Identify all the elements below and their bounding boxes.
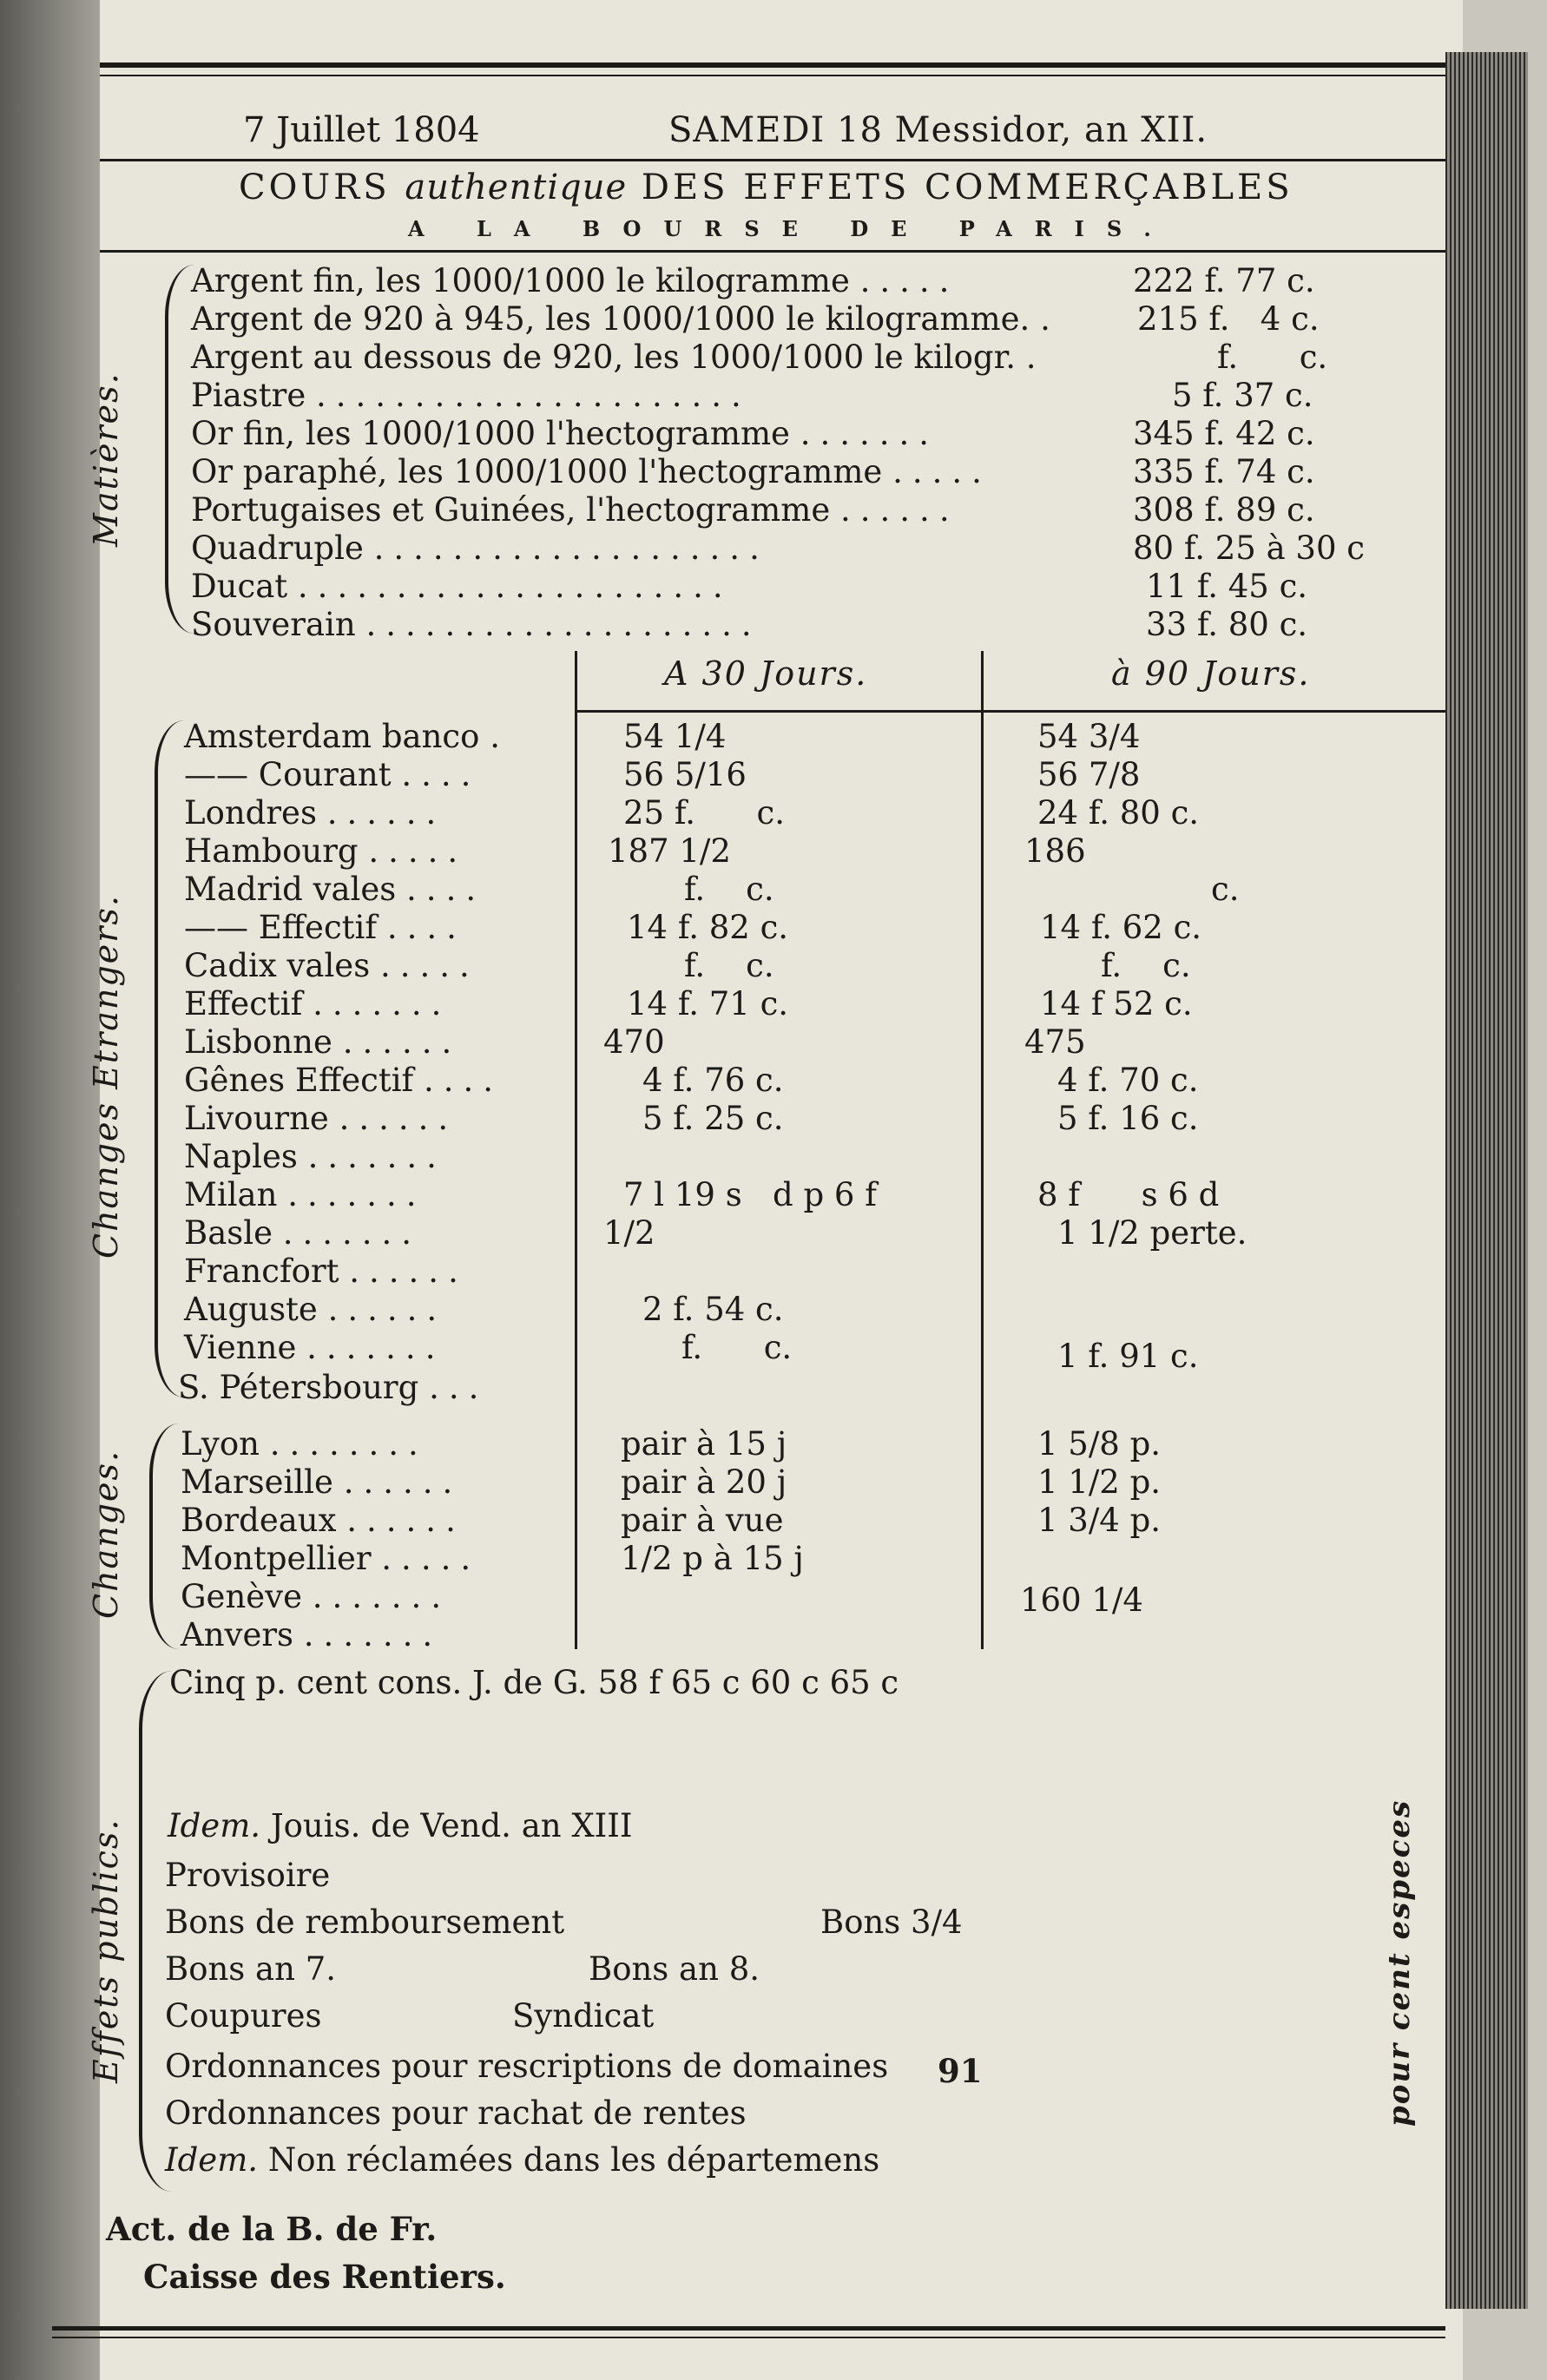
book-gutter — [0, 0, 100, 2380]
city-label: S. Pétersbourg — [178, 1369, 419, 1406]
matieres-value: 335 f. 74 c. — [1133, 453, 1315, 490]
rate-30-jours: 54 1/4 — [623, 718, 727, 755]
rate-30-jours: 7 l 19 s d p 6 f — [623, 1176, 877, 1213]
leader-dots: .... — [386, 909, 466, 946]
leader-dots: . — [490, 718, 510, 755]
matieres-row — [191, 377, 751, 414]
leader-dots: ....... — [303, 1616, 443, 1654]
rate-90-jours: 54 3/4 — [1037, 718, 1141, 755]
header-rule — [100, 159, 1445, 161]
city-label: —— Effectif — [184, 909, 378, 946]
rate-90-jours: 4 f. 70 c. — [1057, 1062, 1199, 1099]
city-row — [184, 794, 446, 832]
rate-30-jours: pair à 20 j — [621, 1463, 787, 1501]
matieres-row — [191, 453, 991, 490]
matieres-value: 11 f. 45 c. — [1146, 568, 1308, 605]
section-label-matieres: Matières. — [87, 371, 125, 547]
rate-90-jours: 160 1/4 — [1020, 1581, 1143, 1619]
rate-30-jours: pair à 15 j — [621, 1425, 787, 1463]
brace-matieres — [165, 265, 194, 634]
rate-30-jours: pair à vue — [621, 1502, 784, 1539]
idem-jouissance — [168, 1807, 633, 1844]
rate-30-jours: 2 f. 54 c. — [642, 1291, 784, 1328]
rate-90-jours: 1 1/2 p. — [1037, 1463, 1162, 1501]
pour-cent-especes: pour cent especes — [1382, 1798, 1417, 2127]
rate-30-jours: 14 f. 82 c. — [627, 909, 789, 946]
city-row — [184, 1138, 446, 1175]
city-label: —— Courant — [184, 756, 392, 793]
city-row — [181, 1463, 463, 1501]
leader-dots: ....... — [282, 1214, 422, 1252]
actions-banque-de-france: Act. de la B. de Fr. — [106, 2210, 438, 2248]
city-label: Hambourg — [184, 832, 359, 870]
city-row — [184, 1023, 462, 1061]
idem-non-reclamees — [165, 2141, 880, 2179]
city-label: Francfort — [184, 1252, 339, 1290]
leader-dots: ..... — [859, 262, 959, 299]
city-label: Bordeaux — [181, 1502, 337, 1539]
leader-dots: .................... — [365, 606, 761, 643]
rate-90-jours: 1 3/4 p. — [1037, 1502, 1162, 1539]
leader-dots: ...... — [326, 794, 446, 832]
city-row — [178, 1371, 488, 1404]
city-label: Cadix vales — [184, 947, 371, 984]
column-rule-right — [981, 651, 984, 1649]
leader-dots: . — [1040, 300, 1060, 338]
city-label: Anvers — [181, 1616, 294, 1654]
leader-dots: ..... — [381, 1540, 481, 1577]
bottom-rule-thin — [52, 2337, 1445, 2338]
matieres-row — [191, 608, 761, 641]
leader-dots: .... — [424, 1062, 504, 1099]
matieres-label: Argent au dessous de 920, les 1000/1000 le kilogr. — [191, 339, 1016, 376]
matieres-label: Argent fin, les 1000/1000 le kilogramme — [191, 262, 850, 299]
leader-dots: ...... — [840, 491, 959, 529]
city-row — [184, 1100, 458, 1137]
column-header-90-jours: à 90 Jours. — [1111, 654, 1311, 693]
bons-an-7: Bons an 7. — [165, 1950, 336, 1988]
city-label: Milan — [184, 1176, 278, 1213]
rate-90-jours: 475 — [1024, 1023, 1086, 1061]
rate-90-jours: 186 — [1024, 832, 1086, 870]
leader-dots: . — [1025, 339, 1046, 376]
idem-italic: Idem. — [165, 2141, 259, 2179]
leader-dots: ..... — [368, 832, 468, 870]
city-label: Genève — [181, 1578, 302, 1615]
leader-dots: .... — [401, 756, 481, 793]
matieres-label: Ducat — [191, 568, 288, 605]
matieres-row — [191, 300, 1060, 338]
matieres-label: Or fin, les 1000/1000 l'hectogramme — [191, 415, 790, 452]
matieres-row — [191, 339, 1046, 376]
title-rule — [100, 250, 1445, 253]
rate-30-jours: 5 f. 25 c. — [642, 1100, 784, 1137]
city-label: Amsterdam banco — [184, 718, 480, 755]
leader-dots: .................... — [373, 529, 769, 567]
rate-30-jours: 187 1/2 — [608, 832, 731, 870]
rate-90-jours: 8 f s 6 d — [1037, 1176, 1220, 1213]
rate-30-jours: 4 f. 76 c. — [642, 1062, 784, 1099]
rate-30-jours: 470 — [603, 1023, 665, 1061]
city-row — [184, 1214, 422, 1252]
rate-30-jours: f. c. — [684, 947, 774, 984]
bons-trois-quarts: Bons 3/4 — [820, 1903, 963, 1941]
matieres-row — [191, 262, 959, 299]
section-label-changes: Changes. — [87, 1449, 125, 1619]
city-row — [181, 1425, 428, 1463]
section-label-effets-publics: Effets publics. — [87, 1818, 125, 2083]
city-label: Lyon — [181, 1425, 260, 1463]
cinq-pour-cent: Cinq p. cent cons. J. de G. 58 f 65 c 60 c 65 c — [169, 1664, 899, 1701]
matieres-label: Quadruple — [191, 529, 364, 567]
ordonnances-domaines: Ordonnances pour rescriptions de domaines — [165, 2048, 889, 2085]
city-row — [184, 871, 486, 908]
subtitle: A LA BOURSE DE PARIS. — [408, 216, 1174, 241]
matieres-value: f. c. — [1217, 339, 1328, 376]
matieres-value: 345 f. 42 c. — [1133, 415, 1315, 452]
coupures: Coupures — [165, 1997, 322, 2035]
top-rule-thin — [100, 75, 1445, 76]
idem-text: Jouis. de Vend. an XIII — [270, 1807, 633, 1844]
leader-dots: ..... — [892, 453, 991, 490]
city-row — [181, 1616, 443, 1654]
rate-30-jours: 56 5/16 — [623, 756, 747, 793]
city-row — [184, 947, 479, 984]
city-row — [181, 1578, 451, 1615]
column-rule-left — [575, 651, 577, 1649]
matieres-row — [191, 417, 938, 450]
city-row — [181, 1542, 480, 1575]
leader-dots: ...... — [327, 1291, 447, 1328]
leader-dots: ....... — [312, 1578, 451, 1615]
header-date-right: SAMEDI 18 Messidor, an XII. — [668, 110, 1208, 150]
city-label: Basle — [184, 1214, 273, 1252]
title-pre: COURS — [239, 168, 391, 207]
leader-dots: ... — [429, 1369, 489, 1406]
matieres-value: 308 f. 89 c. — [1133, 491, 1315, 529]
rate-30-jours: f. c. — [681, 1329, 793, 1366]
city-row — [181, 1502, 465, 1539]
leader-dots: ...... — [343, 1463, 463, 1501]
idem-italic: Idem. — [168, 1807, 261, 1844]
city-row — [184, 1331, 444, 1364]
city-label: Vienne — [184, 1329, 297, 1366]
title-italic: authentique — [405, 168, 628, 207]
ordonnances-rentes: Ordonnances pour rachat de rentes — [165, 2094, 747, 2132]
rate-30-jours: 1/2 — [603, 1214, 655, 1252]
matieres-row — [191, 491, 959, 529]
leader-dots: ...................... — [316, 377, 751, 414]
matieres-label: Portugaises et Guinées, l'hectogramme — [191, 491, 831, 529]
matieres-label: Souverain — [191, 606, 356, 643]
leader-dots: ....... — [306, 1329, 445, 1366]
matieres-value: 80 f. 25 à 30 c — [1133, 529, 1365, 567]
matieres-value: 5 f. 37 c. — [1172, 377, 1313, 414]
column-header-30-jours: A 30 Jours. — [664, 654, 868, 693]
syndicat: Syndicat — [512, 1997, 655, 2035]
page-edges — [1445, 52, 1528, 2309]
column-header-rule — [577, 710, 1445, 713]
city-row — [184, 1252, 468, 1290]
matieres-value: 33 f. 80 c. — [1146, 606, 1308, 643]
rate-90-jours: 56 7/8 — [1037, 756, 1141, 793]
rate-90-jours: 14 f 52 c. — [1040, 985, 1193, 1022]
city-label: Effectif — [184, 985, 303, 1022]
leader-dots: ....... — [313, 985, 451, 1022]
rate-90-jours: c. — [1211, 871, 1240, 908]
rate-90-jours: 1 1/2 perte. — [1057, 1214, 1247, 1252]
rate-90-jours: 14 f. 62 c. — [1040, 909, 1202, 946]
matieres-label: Argent de 920 à 945, les 1000/1000 le kilogramme. — [191, 300, 1030, 338]
rate-30-jours: 1/2 p à 15 j — [621, 1540, 804, 1577]
matieres-value: 215 f. 4 c. — [1137, 300, 1320, 338]
leader-dots: ........ — [269, 1425, 428, 1463]
title-post: DES EFFETS COMMERÇABLES — [641, 168, 1294, 207]
leader-dots: ...................... — [297, 568, 733, 605]
rate-90-jours: f. c. — [1101, 947, 1191, 984]
city-label: Madrid vales — [184, 871, 397, 908]
idem-text: Non réclamées dans les départemens — [267, 2141, 880, 2179]
top-rule — [100, 62, 1445, 68]
matieres-label: Or paraphé, les 1000/1000 l'hectogramme — [191, 453, 883, 490]
city-row — [184, 1062, 504, 1099]
city-label: Londres — [184, 794, 317, 832]
header-date-left: 7 Juillet 1804 — [243, 110, 480, 150]
city-label: Livourne — [184, 1100, 329, 1137]
city-label: Auguste — [184, 1291, 318, 1328]
caisse-des-rentiers: Caisse des Rentiers. — [143, 2258, 506, 2296]
brace-changes — [149, 1423, 179, 1649]
bons-an-8: Bons an 8. — [589, 1950, 760, 1988]
leader-dots: ..... — [379, 947, 479, 984]
bons-remboursement: Bons de remboursement — [165, 1903, 565, 1941]
rate-30-jours: f. c. — [684, 871, 774, 908]
matieres-label: Piastre — [191, 377, 306, 414]
provisoire: Provisoire — [165, 1857, 331, 1894]
title — [239, 170, 1294, 205]
leader-dots: ...... — [339, 1100, 458, 1137]
section-label-changes-etrangers: Changes Etrangers. — [87, 894, 125, 1259]
city-row — [184, 832, 468, 870]
rate-30-jours: 14 f. 71 c. — [627, 985, 789, 1022]
leader-dots: ...... — [346, 1502, 465, 1539]
leader-dots: ...... — [349, 1252, 468, 1290]
city-row — [184, 985, 451, 1022]
rate-90-jours: 5 f. 16 c. — [1057, 1100, 1199, 1137]
city-label: Montpellier — [181, 1540, 372, 1577]
matieres-row — [191, 529, 769, 567]
rate-90-jours: 24 f. 80 c. — [1037, 794, 1200, 832]
city-row — [184, 909, 466, 946]
city-row — [184, 1291, 447, 1328]
city-row — [184, 1176, 426, 1213]
bottom-rule — [52, 2326, 1445, 2331]
city-row — [184, 756, 481, 793]
matieres-value: 222 f. 77 c. — [1133, 262, 1315, 299]
leader-dots: .... — [406, 871, 486, 908]
leader-dots: ...... — [342, 1023, 462, 1061]
leader-dots: ....... — [287, 1176, 426, 1213]
rate-90-jours: 1 f. 91 c. — [1057, 1338, 1199, 1375]
brace-changes-etrangers — [155, 720, 184, 1397]
rate-30-jours: 25 f. c. — [623, 794, 786, 832]
city-label: Gênes Effectif — [184, 1062, 414, 1099]
leader-dots: ....... — [307, 1138, 446, 1175]
ordonnances-domaines-value: 91 — [938, 2052, 983, 2090]
city-label: Marseille — [181, 1463, 333, 1501]
leader-dots: ....... — [800, 415, 939, 452]
rate-90-jours: 1 5/8 p. — [1037, 1425, 1162, 1463]
city-row — [184, 720, 510, 753]
matieres-row — [191, 568, 733, 605]
city-label: Lisbonne — [184, 1023, 332, 1061]
city-label: Naples — [184, 1138, 298, 1175]
